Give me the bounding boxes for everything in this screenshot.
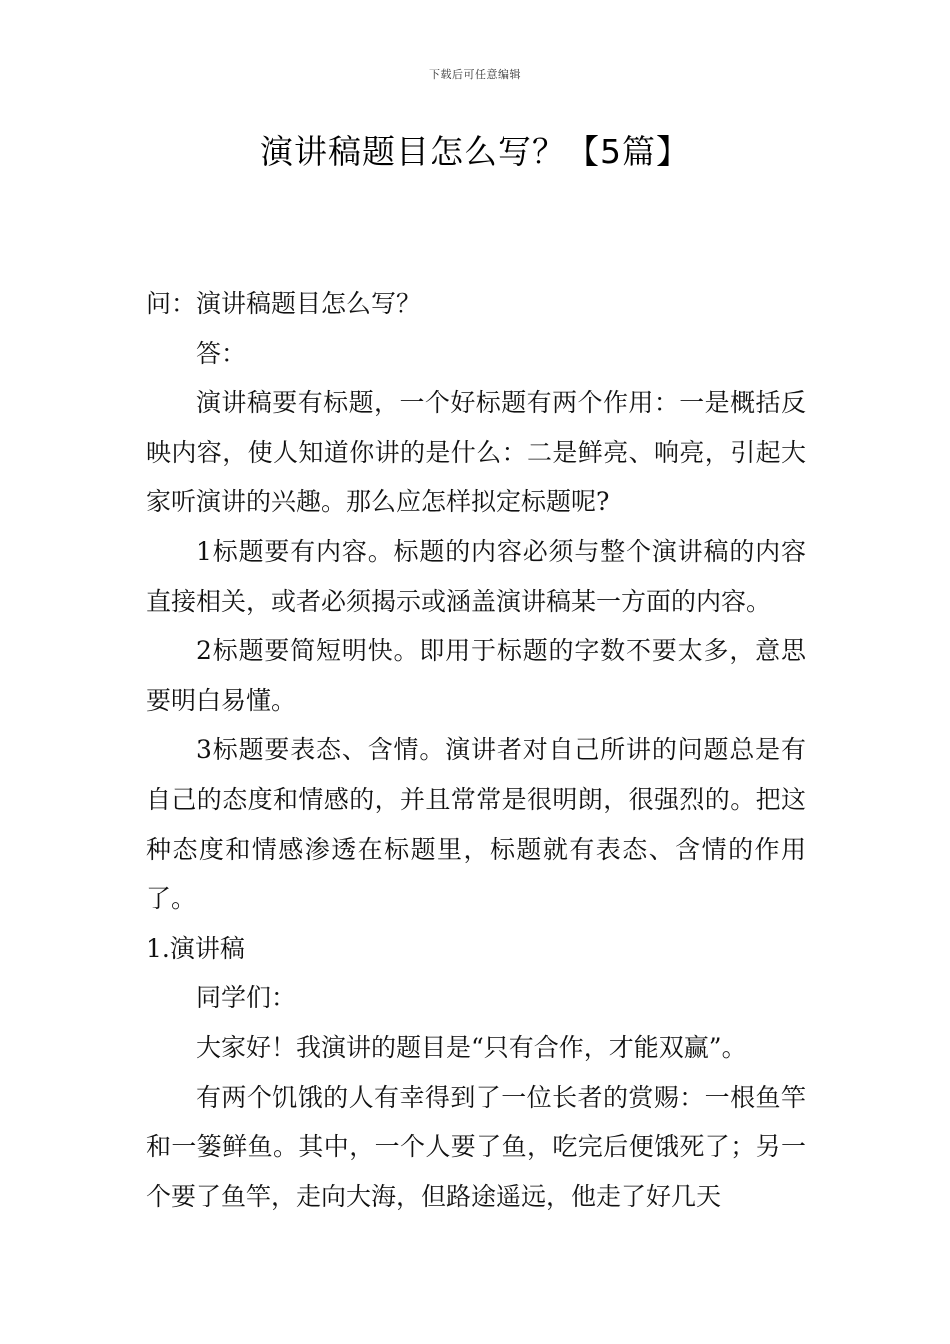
document-body bbox=[146, 279, 806, 1221]
paragraph-greeting: 大家好！我演讲的题目是“只有合作，才能双赢”。 bbox=[196, 1032, 747, 1062]
page-title: 演讲稿题目怎么写？【5篇】 bbox=[260, 132, 690, 171]
header-note: 下载后可任意编辑 bbox=[429, 68, 521, 81]
paragraph-answer-label: 答： bbox=[196, 338, 247, 368]
paragraph-point-2: 2标题要简短明快。即用于标题的字数不要太多，意思要明白易懂。 bbox=[146, 636, 806, 715]
paragraph-question: 问：演讲稿题目怎么写？ bbox=[146, 289, 422, 318]
paragraph-point-3: 3标题要表态、含情。演讲者对自己所讲的问题总是有自己的态度和情感的，并且常常是很明朗，很强烈的。把这种态度和情感渗透在标题里，标题就有表态、含情的作用了。 bbox=[146, 735, 806, 914]
paragraph-salutation: 同学们： bbox=[196, 983, 297, 1013]
paragraph-intro: 演讲稿要有标题，一个好标题有两个作用：一是概括反映内容，使人知道你讲的是什么：二是鲜亮、响亮，引起大家听演讲的兴趣。那么应怎样拟定标题呢? bbox=[146, 388, 806, 517]
paragraph-story: 有两个饥饿的人有幸得到了一位长者的赏赐：一根鱼竿和一篓鲜鱼。其中，一个人要了鱼，吃完后便饿死了；另一个要了鱼竿，走向大海，但路途遥远，他走了好几天 bbox=[146, 1082, 806, 1211]
paragraph-point-1: 1标题要有内容。标题的内容必须与整个演讲稿的内容直接相关，或者必须揭示或涵盖演讲稿某一方面的内容。 bbox=[146, 536, 806, 616]
section-heading-speech-1: 1.演讲稿 bbox=[146, 933, 245, 963]
